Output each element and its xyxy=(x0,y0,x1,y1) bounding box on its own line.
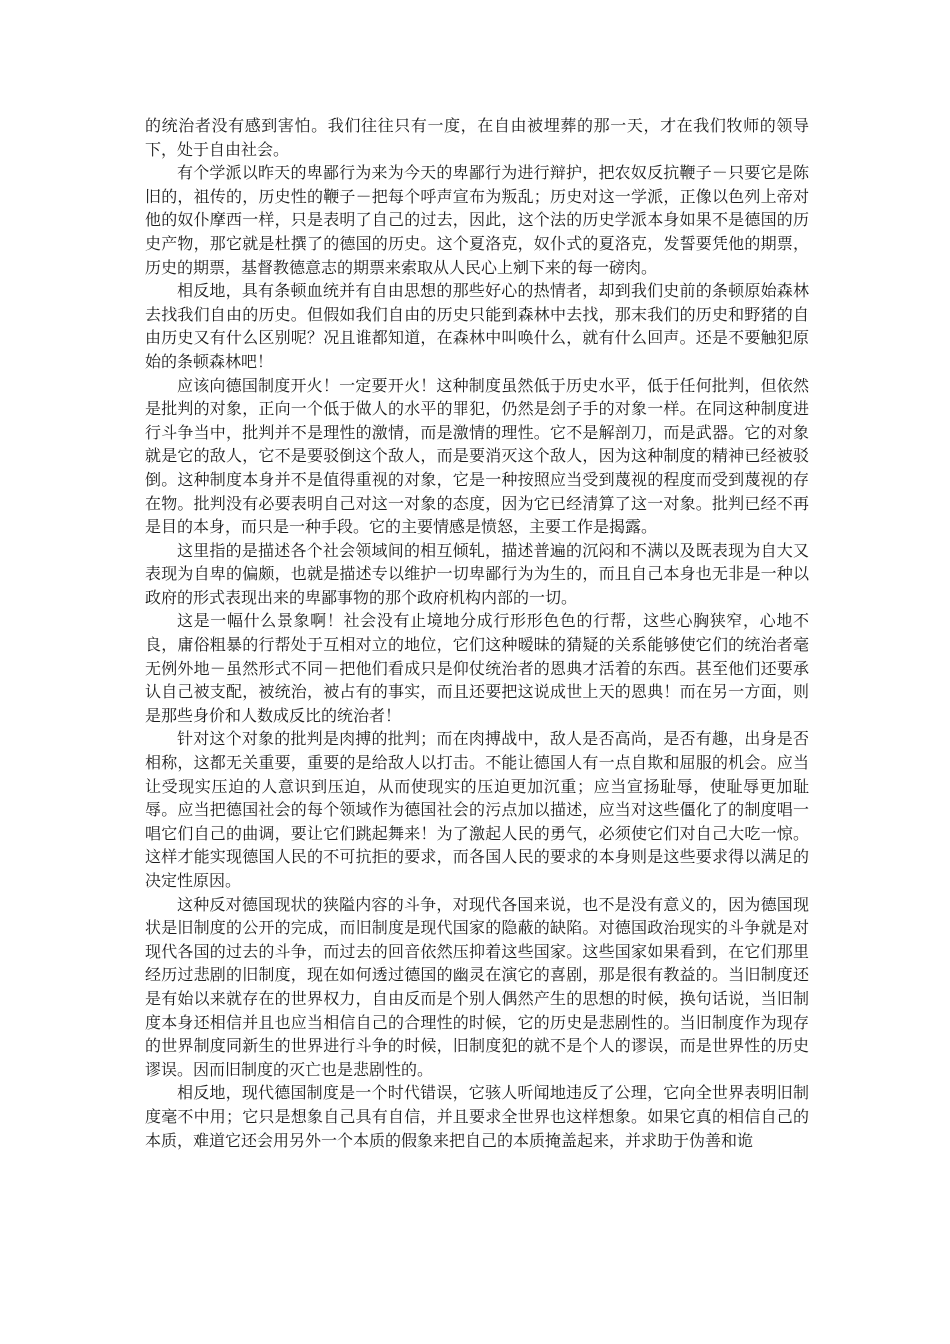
paragraph: 应该向德国制度开火！一定要开火！这种制度虽然低于历史水平，低于任何批判，但依然是批判的对象，正向一个低于做人的水平的罪犯，仍然是刽子手的对象一样。在同这种制度进行斗争当中，批判并不是理性的激情，而是激情的理性。它不是解剖刀，而是武器。它的对象就是它的敌人，它不是要驳倒这个敌人，而是要消灭这个敌人，因为这种制度的精神已经被驳倒。这种制度本身并不是值得重视的对象，它是一种按照应当受到蔑视的程度而受到蔑视的存在物。批判没有必要表明自己对这一对象的态度，因为它已经清算了这一对象。批判已经不再是目的本身，而只是一种手段。它的主要情感是愤怒，主要工作是揭露。 xyxy=(145,375,809,537)
paragraph: 针对这个对象的批判是肉搏的批判；而在肉搏战中，敌人是否高尚，是否有趣，出身是否相称，这都无关重要，重要的是给敌人以打击。不能让德国人有一点自欺和屈服的机会。应当让受现实压迫的人意识到压迫，从而使现实的压迫更加沉重；应当宣扬耻辱，使耻辱更加耻辱。应当把德国社会的每个领域作为德国社会的污点加以描述，应当对这些僵化了的制度唱一唱它们自己的曲调，要让它们跳起舞来！为了激起人民的勇气，必须使它们对自己大吃一惊。这样才能实现德国人民的不可抗拒的要求，而各国人民的要求的本身则是这些要求得以满足的决定性原因。 xyxy=(145,729,809,890)
paragraph: 有个学派以昨天的卑鄙行为来为今天的卑鄙行为进行辩护，把农奴反抗鞭子－只要它是陈旧的，祖传的，历史性的鞭子－把每个呼声宣布为叛乱；历史对这一学派，正像以色列上帝对他的奴仆摩西一样，只是表明了自己的过去，因此，这个法的历史学派本身如果不是德国的历史产物，那它就是杜撰了的德国的历史。这个夏洛克，奴仆式的夏洛克，发誓要凭他的期票，历史的期票，基督教德意志的期票来索取从人民心上剜下来的每一磅肉。 xyxy=(145,163,809,277)
paragraph: 相反地，现代德国制度是一个时代错误，它骇人听闻地违反了公理，它向全世界表明旧制度毫不中用；它只是想象自己具有自信，并且要求全世界也这样想象。如果它真的相信自己的本质，难道它还会用另外一个本质的假象来把自己的本质掩盖起来，并求助于伪善和诡 xyxy=(145,1083,809,1150)
document-page xyxy=(145,114,809,1152)
paragraph: 这是一幅什么景象啊！社会没有止境地分成行形形色色的行帮，这些心胸狭窄，心地不良，庸俗粗暴的行帮处于互相对立的地位，它们这种暧昧的猜疑的关系能够使它们的统治者毫无例外地－虽然形式不同－把他们看成只是仰仗统治者的恩典才活着的东西。甚至他们还要承认自己被支配，被统治，被占有的事实，而且还要把这说成世上天的恩典！而在另一方面，则是那些身价和人数成反比的统治者！ xyxy=(145,611,809,725)
paragraph: 相反地，具有条顿血统并有自由思想的那些好心的热情者，却到我们史前的条顿原始森林去找我们自由的历史。但假如我们自由的历史只能到森林中去找，那末我们的历史和野猪的自由历史又有什么区别呢？况且谁都知道，在森林中叫唤什么，就有什么回声。还是不要触犯原始的条顿森林吧！ xyxy=(145,281,809,371)
paragraph: 的统治者没有感到害怕。我们往往只有一度，在自由被埋葬的那一天，才在我们牧师的领导下，处于自由社会。 xyxy=(145,116,809,159)
paragraph: 这里指的是描述各个社会领域间的相互倾轧，描述普遍的沉闷和不满以及既表现为自大又表现为自卑的偏颇，也就是描述专以维护一切卑鄙行为为生的，而且自己本身也无非是一种以政府的形式表现出来的卑鄙事物的那个政府机构内部的一切。 xyxy=(145,540,809,607)
paragraph: 这种反对德国现状的狭隘内容的斗争，对现代各国来说，也不是没有意义的，因为德国现状是旧制度的公开的完成，而旧制度是现代国家的隐蔽的缺陷。对德国政治现实的斗争就是对现代各国的过去的斗争，而过去的回音依然压抑着这些国家。这些国家如果看到，在它们那里经历过悲剧的旧制度，现在如何透过德国的幽灵在演它的喜剧，那是很有教益的。当旧制度还是有始以来就存在的世界权力，自由反而是个别人偶然产生的思想的时候，换句话说，当旧制度本身还相信并且也应当相信自己的合理性的时候，它的历史是悲剧性的。当旧制度作为现存的世界制度同新生的世界进行斗争的时候，旧制度犯的就不是个人的谬误，而是世界性的历史谬误。因而旧制度的灭亡也是悲剧性的。 xyxy=(145,894,809,1079)
